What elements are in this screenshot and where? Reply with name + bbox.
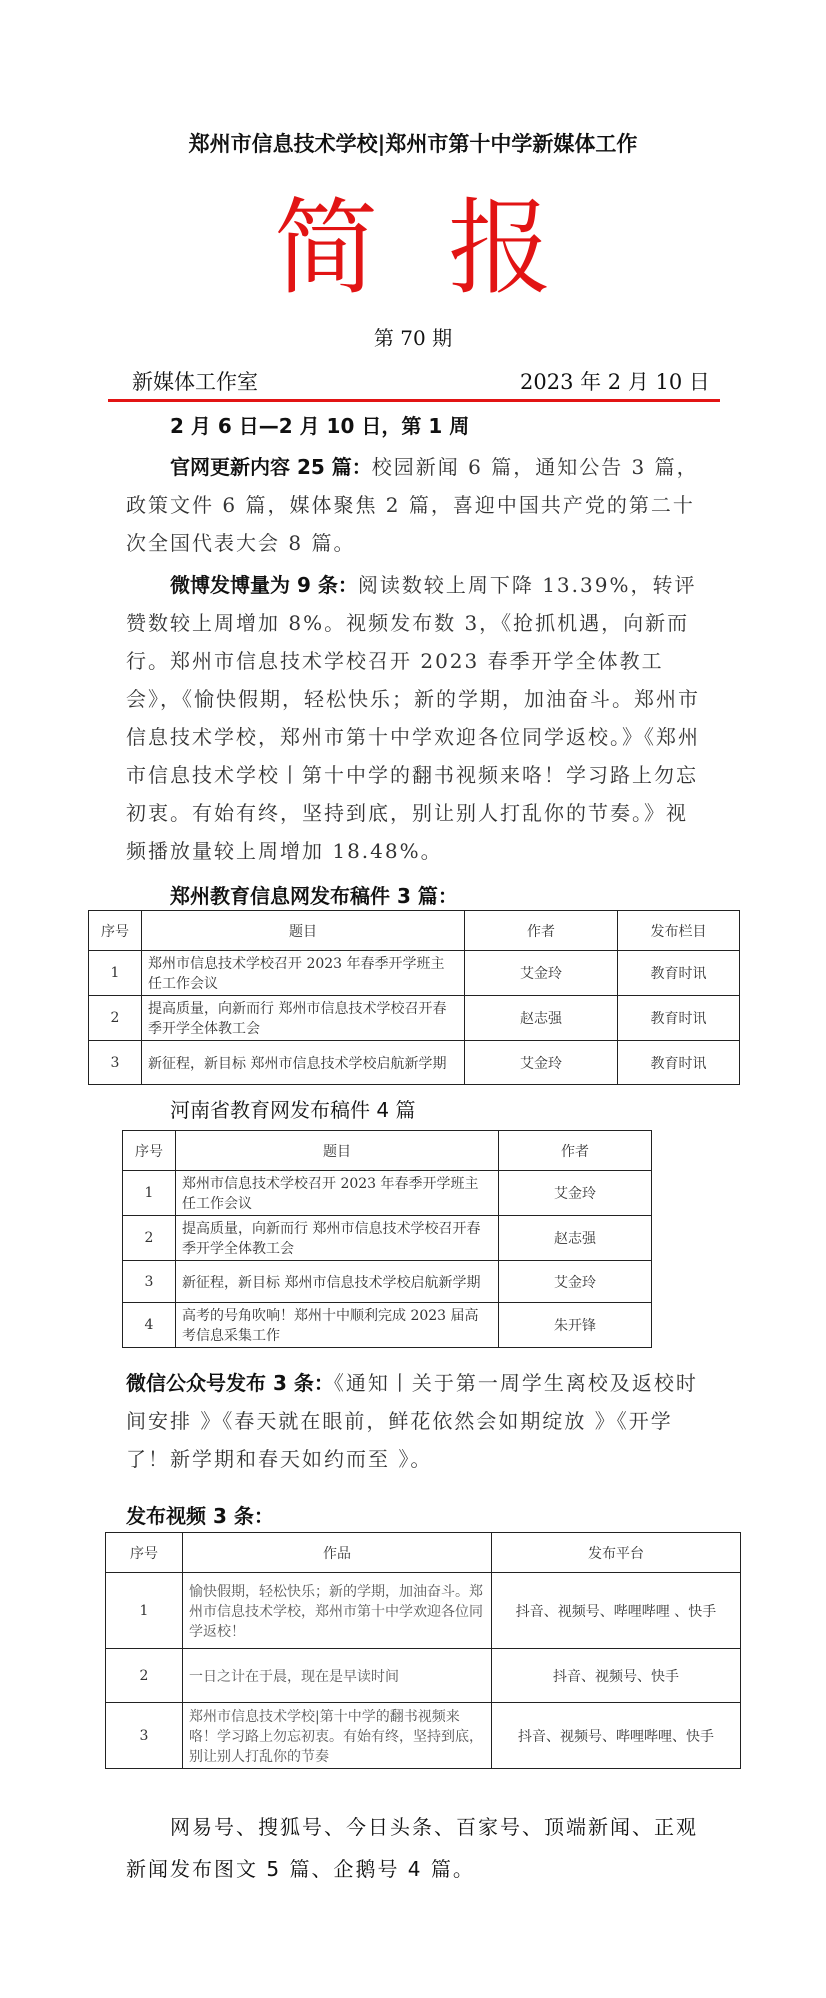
table-header-cell: 发布平台 (492, 1533, 741, 1573)
table3 (105, 1532, 741, 1769)
table-row (89, 996, 740, 1041)
table-cell: 抖音、视频号、哔哩哔哩 、快手 (492, 1573, 741, 1649)
table-cell: 1 (89, 951, 142, 996)
office-name: 新媒体工作室 (132, 370, 258, 394)
week-line: 2 月 6 日—2 月 10 日，第 1 周 (170, 414, 470, 438)
table-cell: 教育时讯 (618, 1041, 740, 1085)
table-header-cell: 题目 (176, 1131, 499, 1171)
table-row (89, 951, 740, 996)
table-cell: 艾金玲 (499, 1261, 652, 1303)
table-cell: 高考的号角吹响！郑州十中顺利完成 2023 届高考信息采集工作 (176, 1303, 499, 1348)
table-cell: 2 (123, 1216, 176, 1261)
table-row (106, 1703, 741, 1769)
table-cell: 4 (123, 1303, 176, 1348)
issue-date: 2023 年 2 月 10 日 (520, 370, 710, 394)
table-row (106, 1573, 741, 1649)
table-header-cell: 作者 (499, 1131, 652, 1171)
table-cell: 抖音、视频号、哔哩哔哩、快手 (492, 1703, 741, 1769)
weibo-text: 阅读数较上周下降 13.39%，转评赞数较上周增加 8%。视频发布数 3，《抢抓机遇，向新而行。郑州市信息技术学校召开 2023 春季开学全体教工会》，《愉快假期，轻松快乐；新的学期，加油奋斗。郑州市信息技术学校，郑州市第十中学欢迎各位同学返校。》《郑州市信息技术学校丨第十中学的翻书视频来咯！学习路上勿忘初衷。有始有终，坚持到底，别让别人打乱你的节奏。》视频播放量较上周增加 18.48%。 (126, 573, 700, 863)
website-paragraph (126, 448, 708, 562)
big-title: 简报 (273, 187, 622, 309)
table-cell: 新征程，新目标 郑州市信息技术学校启航新学期 (176, 1261, 499, 1303)
table-row (106, 1649, 741, 1703)
table-cell: 一日之计在于晨，现在是早读时间 (183, 1649, 492, 1703)
table-header-cell: 作者 (465, 911, 618, 951)
weibo-lead: 微博发博量为 9 条： (170, 573, 358, 597)
table-cell: 艾金玲 (465, 1041, 618, 1085)
table-cell: 3 (123, 1261, 176, 1303)
table-header-row (89, 911, 740, 951)
table-cell: 1 (106, 1573, 183, 1649)
table1-title: 郑州教育信息网发布稿件 3 篇： (170, 884, 458, 908)
red-divider (108, 399, 720, 402)
table2-title: 河南省教育网发布稿件 4 篇 (170, 1098, 416, 1122)
footer-paragraph: 网易号、搜狐号、今日头条、百家号、顶端新闻、正观新闻发布图文 5 篇、企鹅号 4 篇。 (126, 1815, 698, 1881)
table-cell: 1 (123, 1171, 176, 1216)
table-cell: 郑州市信息技术学校|第十中学的翻书视频来咯！学习路上勿忘初衷。有始有终，坚持到底，别让别人打乱你的节奏 (183, 1703, 492, 1769)
table-cell: 朱开锋 (499, 1303, 652, 1348)
table-header-row (123, 1131, 652, 1171)
table-cell: 教育时讯 (618, 996, 740, 1041)
table-cell: 郑州市信息技术学校召开 2023 年春季开学班主任工作会议 (142, 951, 465, 996)
table-header-cell: 作品 (183, 1533, 492, 1573)
table2 (122, 1130, 652, 1348)
table-header-cell: 序号 (106, 1533, 183, 1573)
table-header-cell: 序号 (89, 911, 142, 951)
table-header-cell: 序号 (123, 1131, 176, 1171)
table-cell: 2 (89, 996, 142, 1041)
table-cell: 新征程，新目标 郑州市信息技术学校启航新学期 (142, 1041, 465, 1085)
table-header-cell: 发布栏目 (618, 911, 740, 951)
table-cell: 愉快假期，轻松快乐；新的学期，加油奋斗。郑州市信息技术学校，郑州市第十中学欢迎各位同学返校！ (183, 1573, 492, 1649)
weibo-paragraph (126, 566, 708, 870)
table1 (88, 910, 740, 1085)
table-cell: 赵志强 (465, 996, 618, 1041)
table-row (123, 1261, 652, 1303)
table-row (123, 1303, 652, 1348)
website-text: 校园新闻 6 篇，通知公告 3 篇，政策文件 6 篇，媒体聚焦 2 篇，喜迎中国共产党的第二十次全国代表大会 8 篇。 (126, 455, 699, 555)
wechat-text: 《通知丨关于第一周学生离校及返校时间安排 》《春天就在眼前，鲜花依然会如期绽放 》《开学了！新学期和春天如约而至 》。 (126, 1371, 698, 1471)
wechat-lead: 微信公众号发布 3 条： (126, 1371, 334, 1395)
table-cell: 抖音、视频号、快手 (492, 1649, 741, 1703)
website-lead: 官网更新内容 25 篇： (170, 455, 372, 479)
table-header-cell: 题目 (142, 911, 465, 951)
org-title: 郑州市信息技术学校|郑州市第十中学新媒体工作 (188, 132, 638, 156)
table-cell: 3 (89, 1041, 142, 1085)
table-cell: 郑州市信息技术学校召开 2023 年春季开学班主任工作会议 (176, 1171, 499, 1216)
table-row (123, 1171, 652, 1216)
issue-number: 第 70 期 (373, 326, 453, 350)
table-cell: 3 (106, 1703, 183, 1769)
table-row (123, 1216, 652, 1261)
table-cell: 提高质量，向新而行 郑州市信息技术学校召开春季开学全体教工会 (142, 996, 465, 1041)
table3-title: 发布视频 3 条： (126, 1504, 274, 1528)
table-row (89, 1041, 740, 1085)
table-cell: 2 (106, 1649, 183, 1703)
table-cell: 提高质量，向新而行 郑州市信息技术学校召开春季开学全体教工会 (176, 1216, 499, 1261)
wechat-paragraph (126, 1364, 708, 1478)
table-cell: 艾金玲 (465, 951, 618, 996)
table-header-row (106, 1533, 741, 1573)
table-cell: 赵志强 (499, 1216, 652, 1261)
table-cell: 教育时讯 (618, 951, 740, 996)
table-cell: 艾金玲 (499, 1171, 652, 1216)
